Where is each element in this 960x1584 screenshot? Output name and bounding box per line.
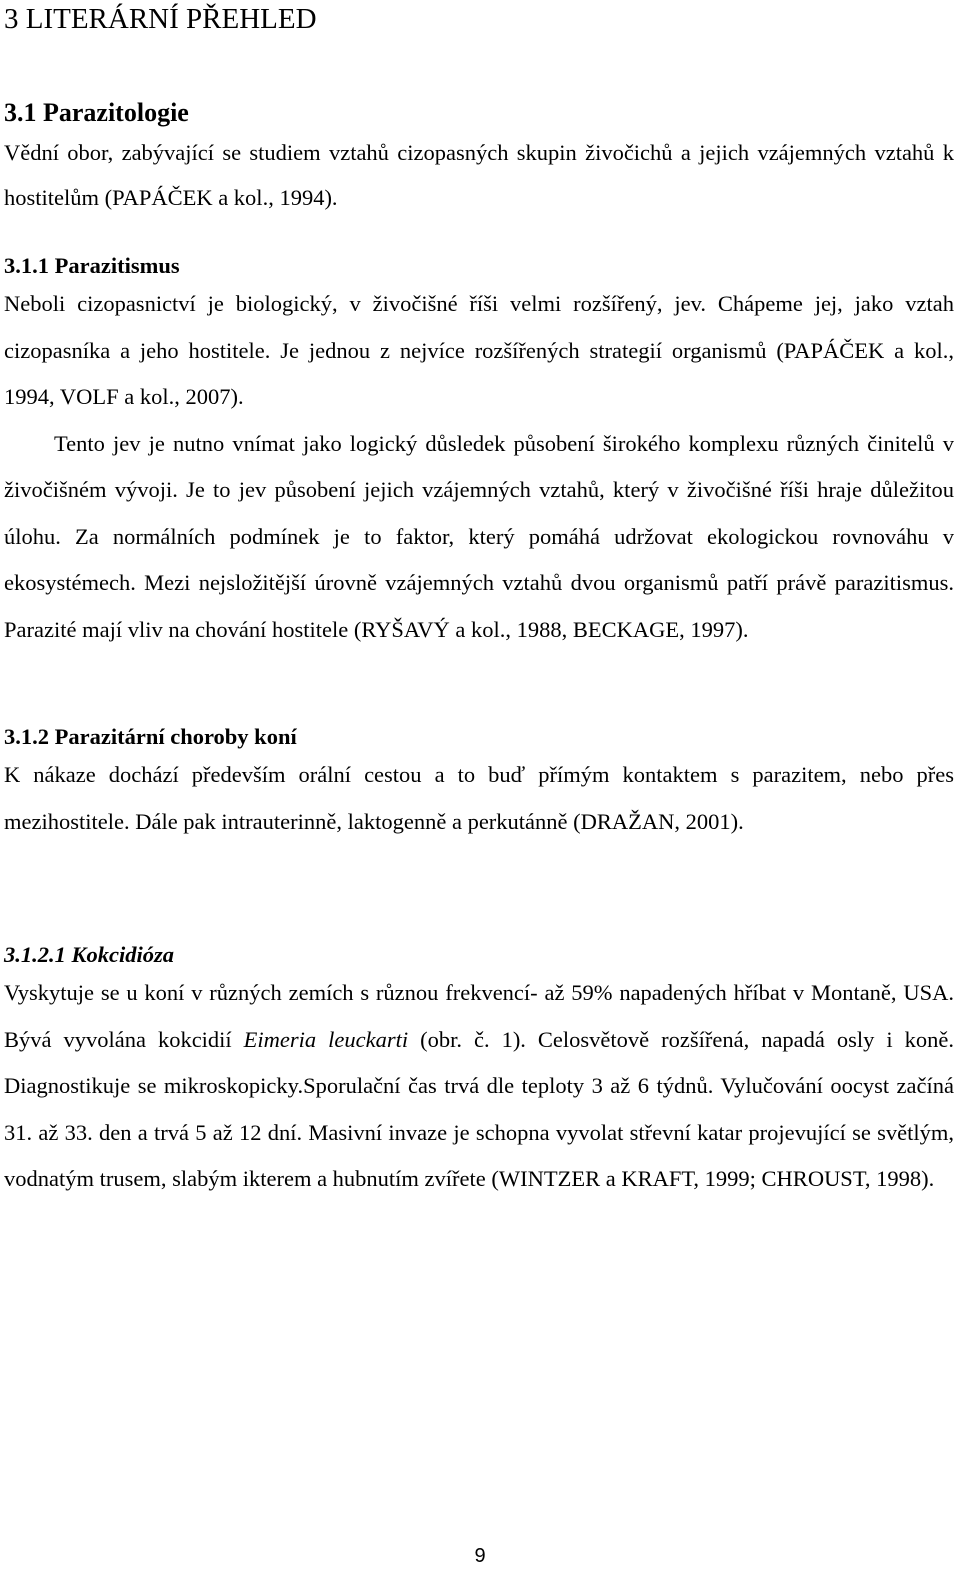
paragraph-text-part-1: Vyskytuje se u koní v různých zemích s různou frekvencí- až 59% napadených hříbat v Montaně, USA. Bývá vyvolána kokcidií [4, 980, 954, 1052]
section-3-1-2-1-paragraph [4, 970, 954, 1203]
page-number: 9 [474, 1545, 486, 1567]
section-3-1-paragraph: Vědní obor, zabývající se studiem vztahů cizopasných skupin živočichů a jejich vzájemných vztahů k hostitelům (PAPÁČEK a kol., 1994). [4, 140, 954, 210]
paragraph-text-part-2: (obr. č. 1). Celosvětově rozšířená, napadá osly i koně. Diagnostikuje se mikroskopicky.Sporulační čas trvá dle teploty 3 až 6 týdnů. Vylučování oocyst začíná 31. až 33. den a trvá 5 až 12 dní. Masivní invaze je schopna vyvolat střevní katar projevující se světlým, vodnatým trusem, slabým ikterem a hubnutím zvířete (WINTZER a KRAFT, 1999; CHROUST, 1998). [4, 1026, 954, 1191]
section-3-1-2 [4, 722, 954, 845]
species-name: Eimeria leuckarti [243, 1026, 409, 1052]
section-3-1-1-paragraph-1: Neboli cizopasnictví je biologický, v živočišné říši velmi rozšířený, jev. Chápeme jej, jako vztah cizopasníka a jeho hostitele. Je jednou z nejvíce rozšířených strategií organismů (PAPÁČEK a kol., 1994, VOLF a kol., 2007). [4, 291, 954, 409]
section-3-1 [4, 96, 954, 220]
section-heading-3-1: 3.1 Parazitologie [4, 98, 189, 127]
section-3-1-1-paragraph-2: Tento jev je nutno vnímat jako logický důsledek působení širokého komplexu různých činitelů v živočišném vývoji. Je to jev působení jejich vzájemných vztahů, který v živočišné říši hraje důležitou úlohu. Za normálních podmínek je to faktor, který pomáhá udržovat ekologickou rovnováhu v ekosystémech. Mezi nejsložitější úrovně vzájemných vztahů dvou organismů patří právě parazitismus. Parazité mají vliv na chování hostitele (RYŠAVÝ a kol., 1988, BECKAGE, 1997). [4, 430, 954, 642]
section-heading-3-1-2-1: 3.1.2.1 Kokcidióza [4, 942, 175, 967]
section-3-1-2-paragraph: K nákaze dochází především orální cestou a to buď přímým kontaktem s parazitem, nebo přes mezihostitele. Dále pak intrauterinně, laktogenně a perkutánně (DRAŽAN, 2001). [4, 762, 954, 834]
section-heading-3-1-2: 3.1.2 Parazitární choroby koní [4, 724, 297, 749]
section-heading-3-1-1: 3.1.1 Parazitismus [4, 253, 180, 278]
chapter-title: 3 LITERÁRNÍ PŘEHLED [4, 3, 317, 35]
section-3-1-1 [4, 251, 954, 653]
section-3-1-2-1 [4, 940, 954, 1203]
